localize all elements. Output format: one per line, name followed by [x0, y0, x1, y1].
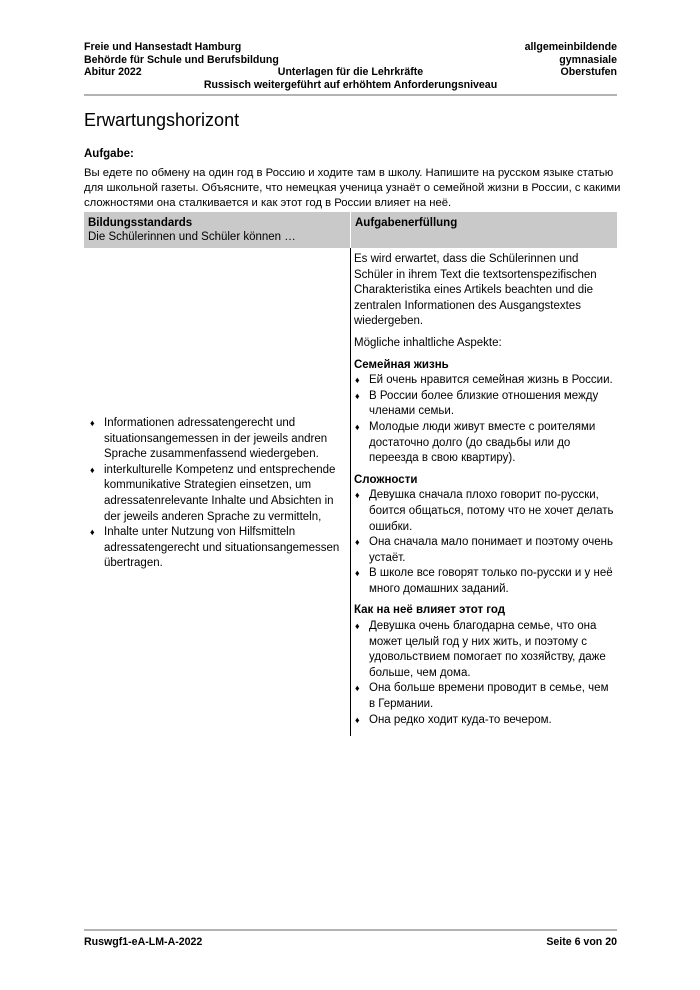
section-heading-difficulties: Сложности: [354, 473, 418, 486]
diamond-bullet-icon: ♦: [355, 683, 360, 694]
aspects-label: Mögliche inhaltliche Aspekte:: [354, 336, 502, 349]
difficulties-list: [354, 488, 616, 597]
fulfilment-intro: Es wird erwartet, dass die Schülerinnen und Schüler in ihrem Text die textsortenspezifischen Charakteristika eines Artikels beachten und die zentralen Informationen des Ausgangstextes wiedergeben.: [354, 253, 597, 328]
list-item: [88, 525, 346, 572]
list-item: [354, 535, 616, 566]
standards-list: [88, 416, 346, 572]
section-heading-family-life: Семейная жизнь: [354, 358, 449, 371]
list-item: [88, 416, 346, 463]
aspect-text: Она сначала мало понимает и поэтому очень устаёт.: [369, 536, 613, 564]
standards-column: [88, 416, 346, 578]
task-text: Вы едете по обмену на один год в Россию и ходите там в школу. Напишите на русском языке статью для школьной газеты. Объясните, что немецкая ученица узнаёт о семейной жизни в России, с какими сложностями она сталкивается и как этот год в России влияет на неё.: [84, 167, 621, 209]
list-item: [354, 488, 616, 535]
diamond-bullet-icon: ♦: [90, 527, 95, 538]
diamond-bullet-icon: ♦: [355, 621, 360, 632]
diamond-bullet-icon: ♦: [355, 714, 360, 725]
header-document-type: Unterlagen für die Lehrkräfte: [277, 66, 424, 79]
footer-divider: [84, 929, 617, 931]
header-divider: [84, 94, 617, 96]
header-exam-year: Abitur 2022: [84, 66, 142, 79]
section-heading-influence: Как на неё влияет этот год: [354, 604, 506, 617]
expectations-table: [84, 212, 617, 736]
diamond-bullet-icon: ♦: [355, 490, 360, 501]
influence-list: [354, 619, 616, 728]
aspect-text: Молодые люди живут вместе с роителями достаточно долго (до свадьбы или до переезда в свою квартиру).: [369, 420, 596, 465]
aspect-text: Ей очень нравится семейная жизнь в России.: [369, 374, 613, 387]
page-number: Seite 6 von 20: [546, 936, 617, 948]
header-department: Behörde für Schule und Berufsbildung: [84, 53, 279, 66]
diamond-bullet-icon: ♦: [355, 421, 360, 432]
list-item: [354, 389, 616, 420]
fulfilment-header-title: Aufgabenerfüllung: [355, 217, 458, 229]
header-authority: Freie und Hansestadt Hamburg: [84, 41, 242, 53]
diamond-bullet-icon: ♦: [90, 464, 95, 475]
table-header-fulfilment: [350, 212, 617, 248]
list-item: [354, 681, 616, 712]
aspect-text: В школе все говорят только по-русски и у неё много домашних заданий.: [369, 567, 613, 595]
list-item: [354, 713, 616, 729]
list-item: [88, 463, 346, 525]
standards-header-title: Bildungsstandards: [88, 217, 193, 229]
aspect-text: Девушка сначала плохо говорит по-русски, боится общаться, потому что не хочет делать ошибки.: [369, 489, 614, 533]
list-item: [354, 373, 616, 389]
header-subject: Russisch weitergeführt auf erhöhtem Anforderungsniveau: [203, 78, 498, 91]
list-item: [354, 420, 616, 467]
aspect-text: Она редко ходит куда-то вечером.: [369, 713, 552, 726]
diamond-bullet-icon: ♦: [355, 375, 360, 386]
standard-text: interkulturelle Kompetenz und entsprechende kommunikative Strategien einsetzen, um adressatenrelevante Inhalte und Absichten in der jeweils anderen Sprache zu vermitteln,: [104, 463, 336, 523]
aspect-text: В России более близкие отношения между членами семьи.: [369, 389, 599, 418]
header-school-type-3: Oberstufen: [560, 66, 617, 79]
page-header: [84, 41, 617, 91]
task-label: Aufgabe:: [84, 148, 134, 160]
table-header-standards: [84, 212, 350, 248]
aspect-text: Она больше времени проводит в семье, чем в Германии.: [369, 682, 609, 711]
page-title: Erwartungshorizont: [84, 110, 240, 130]
fulfilment-column: [354, 252, 616, 734]
column-divider: [350, 248, 351, 736]
family-life-list: [354, 373, 616, 467]
document-code: Ruswgf1-eA-LM-A-2022: [84, 936, 203, 948]
header-school-type-1: allgemeinbildende: [524, 41, 617, 53]
diamond-bullet-icon: ♦: [355, 537, 360, 548]
diamond-bullet-icon: ♦: [355, 390, 360, 401]
standard-text: Informationen adressatengerecht und situationsangemessen in der jeweils andren Sprache zusammenfassend wiedergeben.: [104, 417, 328, 461]
header-school-type-2: gymnasiale: [559, 53, 617, 66]
diamond-bullet-icon: ♦: [355, 568, 360, 579]
list-item: [354, 566, 616, 597]
diamond-bullet-icon: ♦: [90, 418, 95, 428]
list-item: [354, 619, 616, 681]
standard-text: Inhalte unter Nutzung von Hilfsmitteln adressatengerecht und situationsangemessen übertragen.: [104, 526, 340, 570]
standards-header-subtitle: Die Schülerinnen und Schüler können …: [88, 231, 296, 243]
aspect-text: Девушка очень благодарна семье, что она может целый год у них жить, и поэтому с удовольствием помогает по хозяйству, даже больше, чем дома.: [369, 620, 606, 679]
